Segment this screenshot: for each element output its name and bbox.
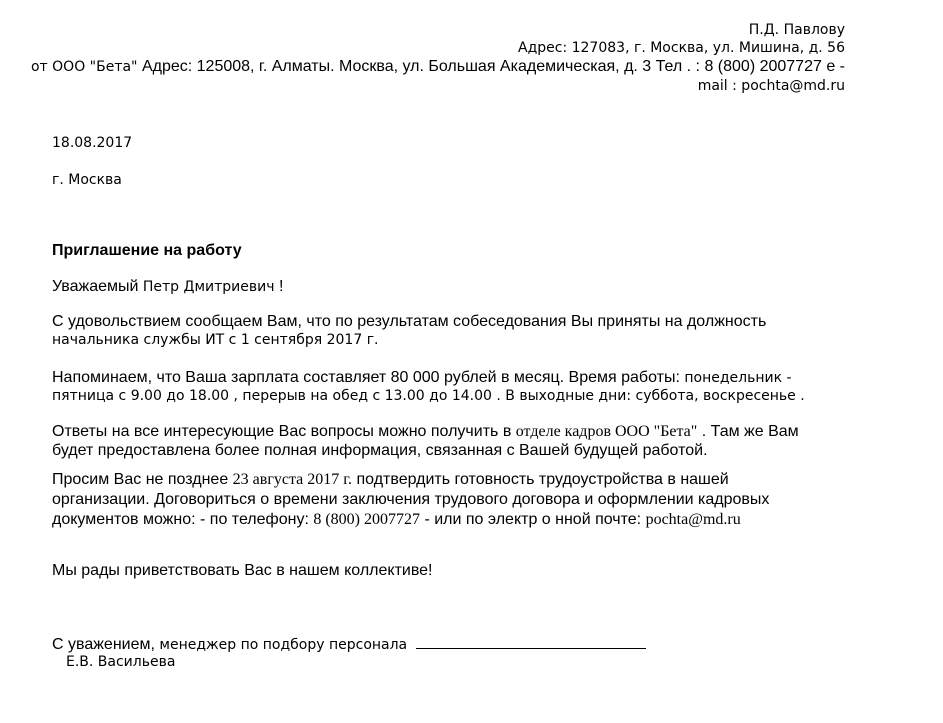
work-hours-text: пятница с 9.00 до 18.00 , перерыв на обед с 13.00 до 14.00 . В выходные дни: — [52, 388, 632, 404]
contact-phone: 8 (800) 2007727 — [313, 511, 420, 528]
sender-address: Адрес: 125008, г. Алматы. Москва, ул. Большая Академическая, д. 3 — [141, 58, 652, 75]
salary-text: Напоминаем, что Ваша зарплата составляет 80 000 рублей в месяц. Время работы: — [52, 369, 680, 386]
contact-phone-label: документов можно: - по телефону: — [52, 511, 309, 528]
greeting-exclamation: ! — [278, 278, 284, 295]
workdays-start: понедельник - — [684, 370, 792, 386]
signature-underline — [416, 634, 646, 649]
paragraph-2-line-1 — [52, 369, 792, 387]
hr-department: отделе кадров ООО "Бета" — [515, 423, 698, 440]
paragraph-1-line-1: С удовольствием сообщаем Вам, что по результатам собеседования Вы приняты на должность — [52, 313, 767, 330]
letter-title: Приглашение на работу — [52, 242, 242, 259]
paragraph-3-line-2: будет предоставлена более полная информация, связанная с Вашей будущей работой. — [52, 442, 708, 459]
signature-prefix: С уважением, — [52, 636, 155, 653]
letter-city: г. Москва — [52, 172, 122, 188]
deadline-date: 23 августа 2017 г. — [232, 471, 353, 488]
questions-text: Ответы на все интересующие Вас вопросы можно получить в — [52, 423, 512, 440]
sender-email: mail : pochta@md.ru — [697, 78, 845, 94]
sender-line — [31, 58, 845, 76]
paragraph-1-line-2: начальника службы ИТ с 1 сентября 2017 г. — [52, 332, 379, 348]
signature-line — [52, 634, 646, 654]
paragraph-4-line-3 — [52, 511, 741, 529]
greeting-word: Уважаемый — [52, 278, 139, 295]
greeting — [52, 278, 283, 296]
sender-phone: Тел . : 8 (800) 2007727 е - — [655, 58, 845, 75]
signature-role: менеджер по подбору персонала — [159, 637, 408, 653]
paragraph-3-line-1 — [52, 423, 799, 441]
closing-line: Мы рады приветствовать Вас в нашем коллективе! — [52, 562, 433, 579]
greeting-name: Петр Дмитриевич — [142, 279, 275, 295]
paragraph-4-line-2: организации. Договориться о времени заключения трудового договора и оформлении кадровых — [52, 491, 770, 508]
contact-email: pochta@md.ru — [645, 511, 741, 528]
paragraph-2-line-2 — [52, 387, 805, 405]
deadline-suffix: подтвердить готовность трудоустройства в нашей — [356, 471, 729, 488]
deadline-prefix: Просим Вас не позднее — [52, 471, 229, 488]
sender-prefix: от ООО "Бета" — [30, 59, 138, 75]
recipient-name: П.Д. Павлову — [748, 22, 845, 38]
weekend-days: суббота, воскресенье . — [635, 388, 805, 404]
questions-text-end: . Там же Вам — [701, 423, 799, 440]
contact-email-label: - или по электр о нной почте: — [424, 511, 642, 528]
signature-name: Е.В. Васильева — [66, 654, 176, 670]
paragraph-4-line-1 — [52, 471, 729, 489]
letter-date: 18.08.2017 — [52, 135, 133, 151]
recipient-address: Адрес: 127083, г. Москва, ул. Мишина, д. 56 — [518, 40, 845, 56]
